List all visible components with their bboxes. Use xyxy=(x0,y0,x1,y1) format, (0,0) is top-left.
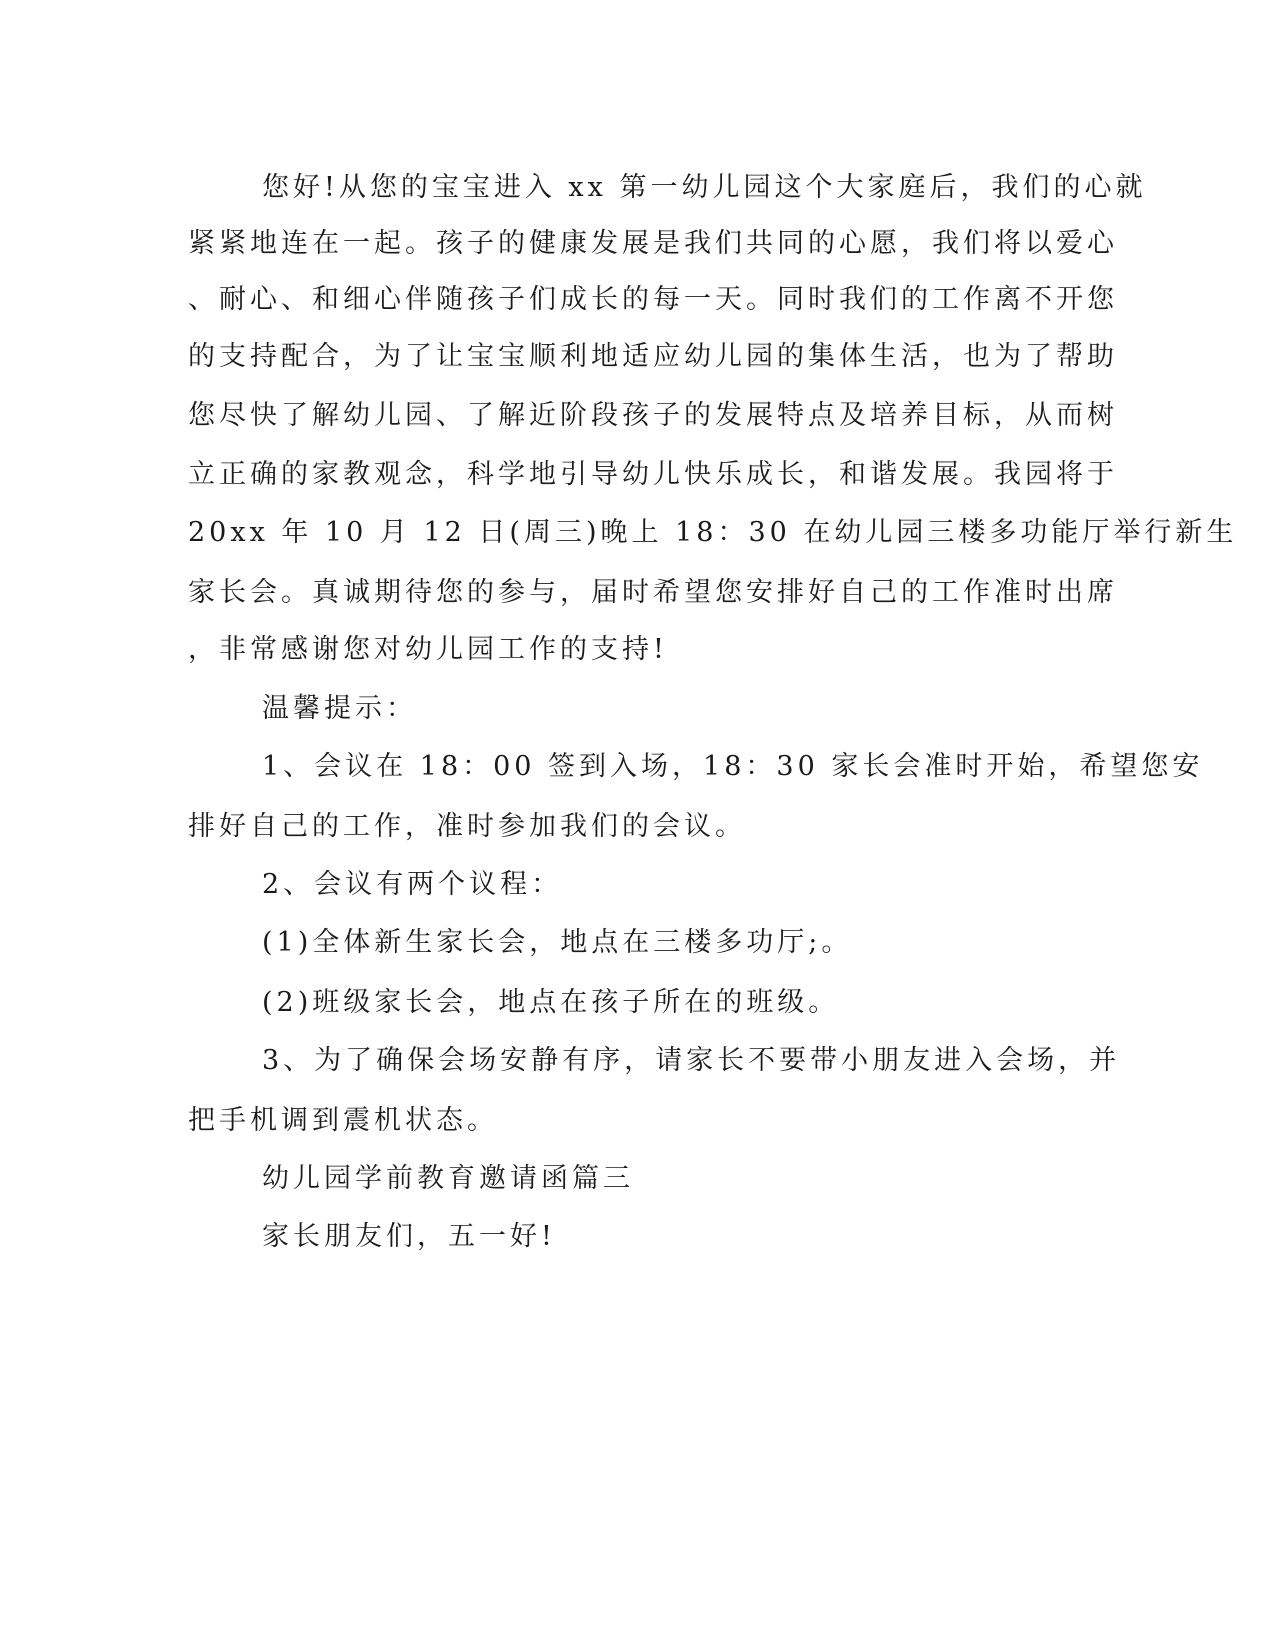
text-line: 20xx 年 10 月 12 日(周三)晚上 18：30 在幼儿园三楼多功能厅举行新生 xyxy=(188,517,1238,548)
text-line: 紧紧地连在一起。孩子的健康发展是我们共同的心愿，我们将以爱心 xyxy=(188,228,1118,259)
list-item: (2)班级家长会，地点在孩子所在的班级。 xyxy=(262,987,840,1018)
list-item: 3、为了确保会场安静有序，请家长不要带小朋友进入会场，并 xyxy=(262,1045,1121,1076)
greeting-line: 家长朋友们，五一好! xyxy=(262,1221,556,1252)
text-line: 、耐心、和细心伴随孩子们成长的每一天。同时我们的工作离不开您 xyxy=(188,284,1118,315)
section-title: 幼儿园学前教育邀请函篇三 xyxy=(262,1163,634,1194)
text-line: 您好!从您的宝宝进入 xx 第一幼儿园这个大家庭后，我们的心就 xyxy=(262,172,1147,203)
text-line: 立正确的家教观念，科学地引导幼儿快乐成长，和谐发展。我园将于 xyxy=(188,459,1118,490)
text-line: ，非常感谢您对幼儿园工作的支持! xyxy=(188,634,668,665)
text-line: 排好自己的工作，准时参加我们的会议。 xyxy=(188,811,746,842)
section-heading-tips: 温馨提示： xyxy=(262,693,417,724)
list-item: 2、会议有两个议程： xyxy=(262,869,563,900)
text-line: 家长会。真诚期待您的参与，届时希望您安排好自己的工作准时出席 xyxy=(188,577,1118,608)
text-line: 的支持配合，为了让宝宝顺利地适应幼儿园的集体生活，也为了帮助 xyxy=(188,341,1118,372)
text-line: 把手机调到震机状态。 xyxy=(188,1105,498,1136)
list-item: 1、会议在 18：00 签到入场，18：30 家长会准时开始，希望您安 xyxy=(262,751,1204,782)
text-line: 您尽快了解幼儿园、了解近阶段孩子的发展特点及培养目标，从而树 xyxy=(188,400,1118,431)
list-item: (1)全体新生家长会，地点在三楼多功厅;。 xyxy=(262,927,853,958)
